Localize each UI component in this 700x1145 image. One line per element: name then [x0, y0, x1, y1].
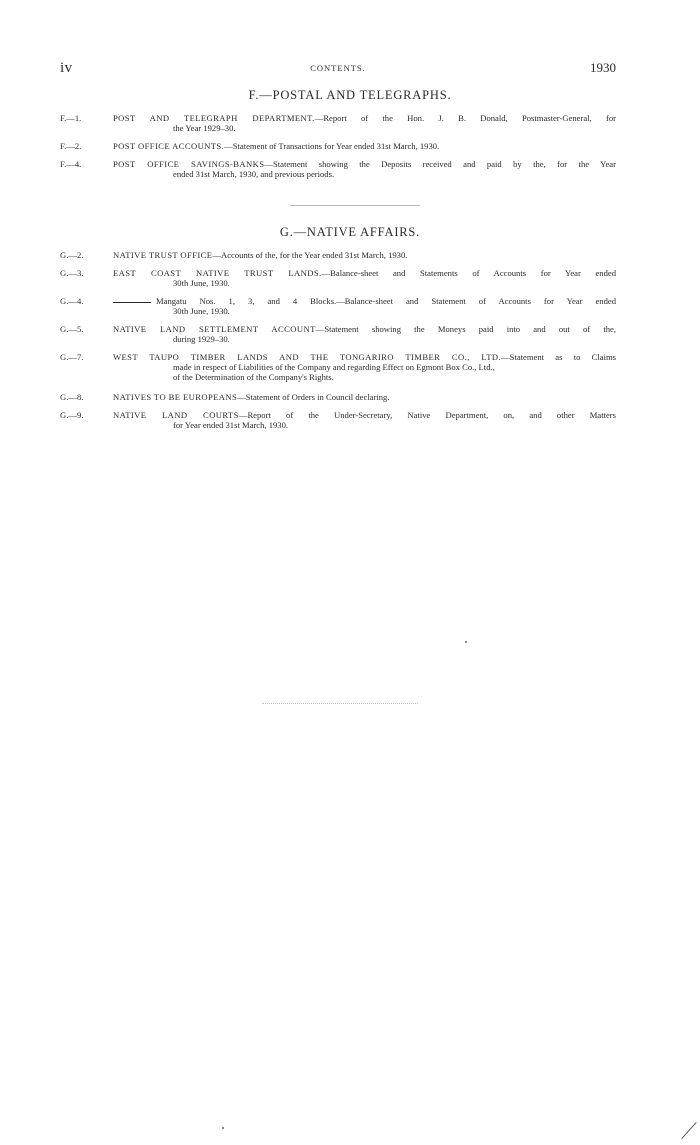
entry-description: —Statement showing the Moneys paid into and out of the, [315, 324, 616, 334]
entry-heading: POST OFFICE ACCOUNTS. [113, 141, 225, 151]
entry-heading: NATIVE LAND SETTLEMENT ACCOUNT [113, 324, 316, 334]
pencil-mark [681, 1122, 696, 1139]
entry-text [113, 113, 616, 133]
entry-description: —Report of the Under-Secretary, Native Department, on, and other Matters [238, 410, 617, 420]
entry-code: G.—5. [60, 324, 84, 334]
entry-description: —Accounts of the, for the Year ended 31st March, 1930. [212, 250, 408, 260]
entry-description: —Statement of Transactions for Year ended 31st March, 1930. [224, 141, 440, 151]
entry-code: G.—4. [60, 296, 84, 306]
entry-code: F.—1. [60, 113, 82, 123]
entry-code: G.—2. [60, 250, 84, 260]
ditto-dash [113, 302, 151, 303]
entry-code: F.—4. [60, 159, 82, 169]
entry-continuation: of the Determination of the Company's Rights. [173, 372, 334, 382]
entry-continuation: ended 31st March, 1930, and previous periods. [173, 169, 335, 179]
section-title-native: G.—NATIVE AFFAIRS. [279, 225, 421, 239]
running-title: CONTENTS. [310, 63, 366, 73]
entry-text [113, 268, 616, 288]
entry-heading: EAST COAST NATIVE TRUST LANDS. [113, 268, 322, 278]
entry-text [113, 324, 616, 344]
entry-text [113, 250, 616, 260]
entry-continuation: during 1929–30. [173, 334, 230, 344]
entry-heading: POST AND TELEGRAPH DEPARTMENT. [113, 113, 315, 123]
entry-continuation: made in respect of Liabilities of the Company and regarding Effect on Egmont Box Co., Ltd., [173, 362, 495, 372]
entry-description: —Statement showing the Deposits received and paid by the, for the Year [264, 159, 616, 169]
entry-continuation: the Year 1929–30. [173, 123, 236, 133]
entry-continuation: 30th June, 1930. [173, 306, 230, 316]
entry-continuation: for Year ended 31st March, 1930. [173, 420, 289, 430]
entry-text [113, 410, 616, 430]
entry-code: G.—9. [60, 410, 84, 420]
page-header [60, 60, 616, 78]
entry-heading: NATIVE TRUST OFFICE [113, 250, 213, 260]
entry-text [113, 352, 616, 382]
entry-heading: WEST TAUPO TIMBER LANDS AND THE TONGARIRO TIMBER CO., LTD. [113, 352, 502, 362]
entry-description: —Statement as to Claims [501, 352, 616, 362]
faint-divider [262, 703, 418, 704]
entry-heading: NATIVES TO BE EUROPEANS [113, 392, 238, 402]
section-title-postal: F.—POSTAL AND TELEGRAPHS. [248, 88, 452, 102]
entry-description: —Statement of Orders in Council declaring. [237, 392, 390, 402]
entry-text [113, 392, 616, 402]
scan-speck [465, 641, 467, 643]
page-number: iv [60, 60, 73, 76]
entry-code: G.—8. [60, 392, 84, 402]
entry-code: G.—3. [60, 268, 84, 278]
entry-code: F.—2. [60, 141, 82, 151]
entry-text [113, 141, 616, 151]
entry-description: —Report of the Hon. J. B. Donald, Postmaster-General, for [314, 113, 616, 123]
entry-continuation: 30th June, 1930. [173, 278, 230, 288]
scan-speck [222, 1127, 224, 1129]
entry-heading: NATIVE LAND COURTS [113, 410, 239, 420]
header-year: 1930 [590, 60, 616, 75]
entry-description: Mangatu Nos. 1, 3, and 4 Blocks.—Balance-sheet and Statement of Accounts for Year ended [156, 296, 616, 306]
entry-code: G.—7. [60, 352, 84, 362]
entry-text [113, 296, 616, 316]
entry-text [113, 159, 616, 179]
entry-heading: POST OFFICE SAVINGS-BANKS [113, 159, 265, 169]
entry-description: —Balance-sheet and Statements of Accounts for Year ended [321, 268, 616, 278]
section-divider [290, 205, 420, 206]
